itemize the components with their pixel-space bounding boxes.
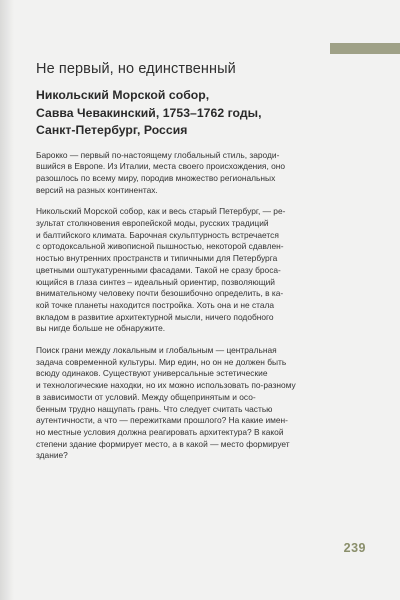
text-line: вкладом в развитие архитектурной мысли, ничего подобного [36,311,274,322]
text-line: версий на разных континентах. [36,184,158,195]
text-line: Барокко — первый по-настоящему глобальный стиль, зароди- [36,149,280,160]
text-line: цветными оштукатуренными фасадами. Такой не сразу броса- [36,264,281,275]
page-content [36,60,368,472]
text-line: Поиск грани между локальным и глобальным — центральная [36,345,277,356]
text-line: и технологические находки, но их можно использовать по-разному [36,380,296,391]
subtitle [36,87,368,140]
text-line: бенным трудно нащупать грань. Что следует считать частью [36,403,273,414]
text-line: внимательному человеку почти безошибочно определить, в ка- [36,288,284,299]
text-line: здание? [36,450,68,461]
page-gutter-shadow [0,0,14,600]
text-line: ющийся в глаза синтез – идеальный ориентир, позволяющий [36,276,275,287]
paragraph-1 [36,150,368,197]
text-line: вы нигде больше не обнаружите. [36,323,166,334]
text-line: Никольский Морской собор, как и весь старый Петербург, — ре- [36,206,286,217]
text-line: кой точке планеты находится постройка. Хоть она и не стала [36,299,275,310]
text-line: степени здание формирует место, а в какой — место формирует [36,438,290,449]
text-line: вшийся в Европе. Из Италии, места своего происхождения, оно [36,161,286,172]
paragraph-2 [36,206,368,335]
text-line: но местные условия должна реагировать архитектура? В какой [36,426,284,437]
text-line: всюду одинаков. Существуют универсальные эстетические [36,368,268,379]
accent-bar [330,43,400,54]
subtitle-line: Савва Чевакинский, 1753–1762 годы, [36,105,262,120]
text-line: в зависимости от условий. Между общепринятым и осо- [36,391,256,402]
text-line: и балтийского климата. Барочная скульптурность встречается [36,229,279,240]
page-number: 239 [343,541,366,555]
text-line: разошлось по всему миру, породив множество региональных [36,172,276,183]
text-line: аутентичности, а что — пережитками прошлого? На какие имен- [36,415,288,426]
subtitle-line: Никольский Морской собор, [36,88,210,102]
text-line: задача современной культуры. Мир един, но он не должен быть [36,356,287,367]
text-line: с ортодоксальной живописной пышностью, некоторой сдавлен- [36,241,284,252]
section-title: Не первый, но единственный [36,61,236,77]
subtitle-line: Санкт-Петербург, Россия [36,123,188,137]
paragraph-3 [36,345,368,462]
text-line: зультат столкновения европейской моды, русских традиций [36,218,269,229]
text-line: ностью внутренних пространств и типичными для Петербурга [36,253,278,264]
